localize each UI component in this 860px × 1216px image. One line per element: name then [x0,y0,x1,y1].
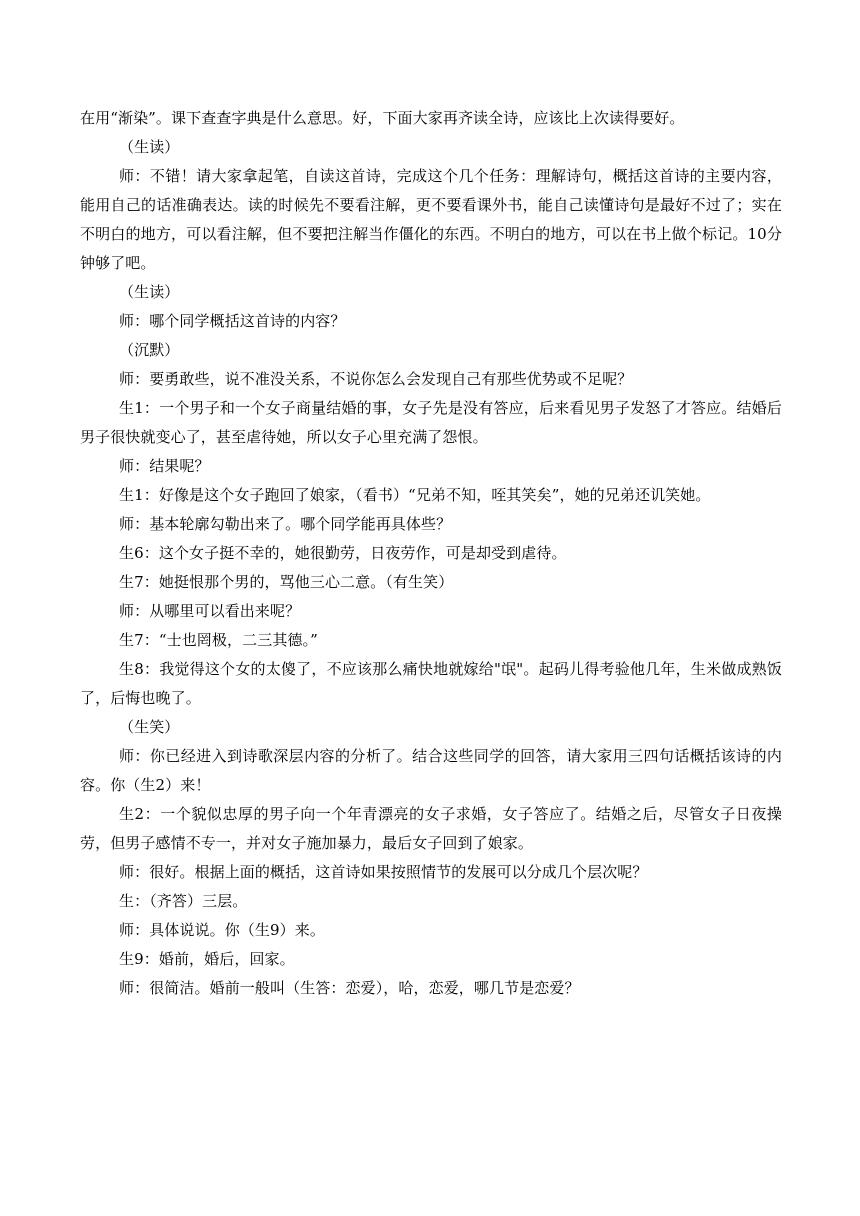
paragraph-21: 师：具体说说。你（生9）来。 [119,921,325,939]
paragraph-16: （生笑） [119,718,180,736]
paragraph-11: 生6：这个女子挺不幸的，她很勤劳，日夜劳作，可是却受到虐待。 [119,544,567,562]
paragraph-12: 生7：她挺恨那个男的，骂他三心二意。（有生笑） [119,573,454,591]
paragraph-18: 生2：一个貌似忠厚的男子向一个年青漂亮的女子求婚，女子答应了。结婚之后，尽管女子日夜操劳，但男子感情不专一，并对女子施加暴力，最后女子回到了娘家。 [80,805,782,852]
document-page [80,104,782,1003]
paragraph-20: 生：（齐答）三层。 [119,892,248,910]
paragraph-9: 生1：好像是这个女子跑回了娘家，（看书）“兄弟不知，咥其笑矣”，她的兄弟还讥笑她。 [119,486,711,504]
paragraph-4: 师：哪个同学概括这首诗的内容？ [119,312,346,330]
paragraph-3: （生读） [119,283,180,301]
paragraph-22: 生9：婚前，婚后，回家。 [119,950,295,968]
paragraph-23: 师：很简洁。婚前一般叫（生答：恋爱），哈，恋爱，哪几节是恋爱？ [119,979,580,997]
paragraph-19: 师：很好。根据上面的概括，这首诗如果按照情节的发展可以分成几个层次呢？ [119,863,648,881]
paragraph-0: 在用“渐染”。课下查查字典是什么意思。好，下面大家再齐读全诗，应该比上次读得要好。 [80,109,685,127]
paragraph-1: （生读） [119,138,180,156]
paragraph-10: 师：基本轮廓勾勒出来了。哪个同学能再具体些？ [119,515,452,533]
paragraph-5: （沉默） [119,341,180,359]
paragraph-17: 师：你已经进入到诗歌深层内容的分析了。结合这些同学的回答，请大家用三四句话概括该诗的内容。你（生2）来！ [80,747,782,794]
paragraph-8: 师：结果呢？ [119,457,210,475]
paragraph-6: 师：要勇敢些，说不准没关系，不说你怎么会发现自己有那些优势或不足呢？ [119,370,633,388]
paragraph-2: 师：不错！请大家拿起笔，自读这首诗，完成这个几个任务：理解诗句，概括这首诗的主要内容，能用自己的话准确表达。读的时候先不要看注解，更不要看课外书，能自己读懂诗句是最好不过了；实在不明白的地方，可以看注解，但不要把注解当作僵化的东西。不明白的地方，可以在书上做个标记。10分钟够了吧。 [80,167,782,272]
paragraph-13: 师：从哪里可以看出来呢？ [119,602,301,620]
paragraph-7: 生1：一个男子和一个女子商量结婚的事，女子先是没有答应，后来看见男子发怒了才答应。结婚后男子很快就变心了，甚至虐待她，所以女子心里充满了怨恨。 [80,399,782,446]
paragraph-14: 生7：“士也罔极，二三其德。” [119,631,318,649]
paragraph-15: 生8：我觉得这个女的太傻了，不应该那么痛快地就嫁给"氓"。起码儿得考验他几年，生米做成熟饭了，后悔也晚了。 [80,660,782,707]
